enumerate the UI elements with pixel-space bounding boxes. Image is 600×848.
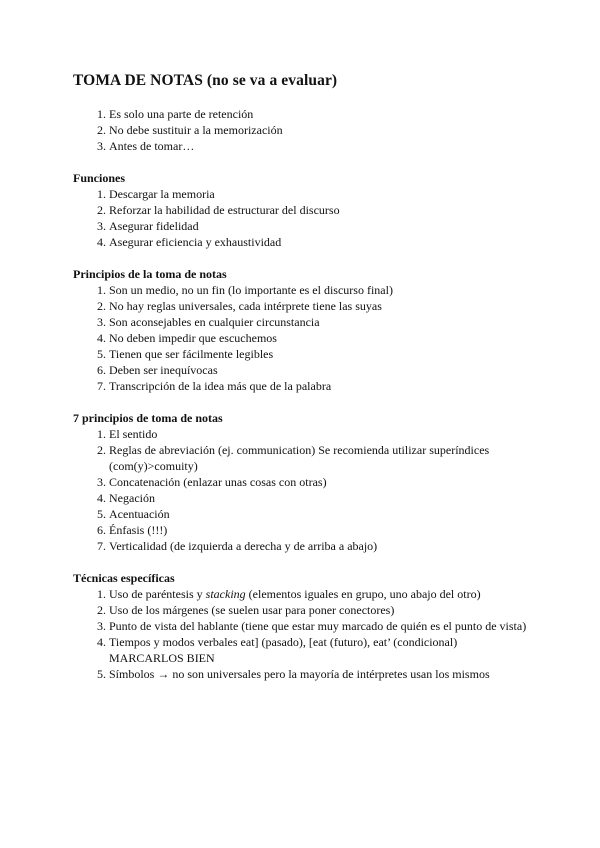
list-item: 3. Asegurar fidelidad <box>109 218 533 234</box>
section-heading: Funciones <box>73 171 126 185</box>
section-heading: 7 principios de toma de notas <box>73 411 223 425</box>
siete-principios-section <box>73 410 533 554</box>
list-item: 5. Tienen que ser fácilmente legibles <box>109 346 533 362</box>
list-item: 2. Reglas de abreviación (ej. communication) Se recomienda utilizar superíndices (com(y)>comuity) <box>109 442 533 474</box>
intro-list <box>73 106 533 154</box>
intro-section <box>73 106 533 154</box>
list-item: 1. Es solo una parte de retención <box>109 106 533 122</box>
list-item: 2. No debe sustituir a la memorización <box>109 122 533 138</box>
tecnicas-list <box>73 586 533 682</box>
list-item: 4. No deben impedir que escuchemos <box>109 330 533 346</box>
list-item <box>109 586 533 602</box>
list-item: 5. Acentuación <box>109 506 533 522</box>
list-item: 1. El sentido <box>109 426 533 442</box>
list-item: 5. Símbolos → no son universales pero la mayoría de intérpretes usan los mismos <box>109 666 533 682</box>
funciones-section <box>73 170 533 250</box>
principios-section <box>73 266 533 394</box>
list-item: 7. Transcripción de la idea más que de la palabra <box>109 378 533 394</box>
item-text-post: (elementos iguales en grupo, uno abajo del otro) <box>245 587 481 601</box>
tecnicas-section <box>73 570 533 682</box>
list-item: 4. Tiempos y modos verbales eat] (pasado), [eat (futuro), eat’ (condicional) MARCARLOS BIEN <box>109 634 533 666</box>
list-item: 3. Punto de vista del hablante (tiene que estar muy marcado de quién es el punto de vista) <box>109 618 533 634</box>
list-item: 1. Son un medio, no un fin (lo importante es el discurso final) <box>109 282 533 298</box>
list-item: 4. Asegurar eficiencia y exhaustividad <box>109 234 533 250</box>
list-item: 1. Descargar la memoria <box>109 186 533 202</box>
section-heading: Principios de la toma de notas <box>73 267 227 281</box>
list-item: 6. Deben ser inequívocas <box>109 362 533 378</box>
principios-list <box>73 282 533 394</box>
document-body <box>73 106 533 698</box>
funciones-list <box>73 186 533 250</box>
list-item: 2. No hay reglas universales, cada intérprete tiene las suyas <box>109 298 533 314</box>
page-title: TOMA DE NOTAS (no se va a evaluar) <box>73 72 338 89</box>
list-item: 3. Son aconsejables en cualquier circunstancia <box>109 314 533 330</box>
item-text-emphasis: stacking <box>205 587 246 601</box>
list-item: 7. Verticalidad (de izquierda a derecha y de arriba a abajo) <box>109 538 533 554</box>
list-item: 6. Énfasis (!!!) <box>109 522 533 538</box>
siete-principios-list <box>73 426 533 554</box>
list-item: 2. Reforzar la habilidad de estructurar del discurso <box>109 202 533 218</box>
list-item: 4. Negación <box>109 490 533 506</box>
list-item: 3. Concatenación (enlazar unas cosas con otras) <box>109 474 533 490</box>
list-item: 2. Uso de los márgenes (se suelen usar para poner conectores) <box>109 602 533 618</box>
item-text-pre: Uso de paréntesis y <box>109 587 206 601</box>
section-heading: Técnicas específicas <box>73 571 175 585</box>
list-item: 3. Antes de tomar… <box>109 138 533 154</box>
